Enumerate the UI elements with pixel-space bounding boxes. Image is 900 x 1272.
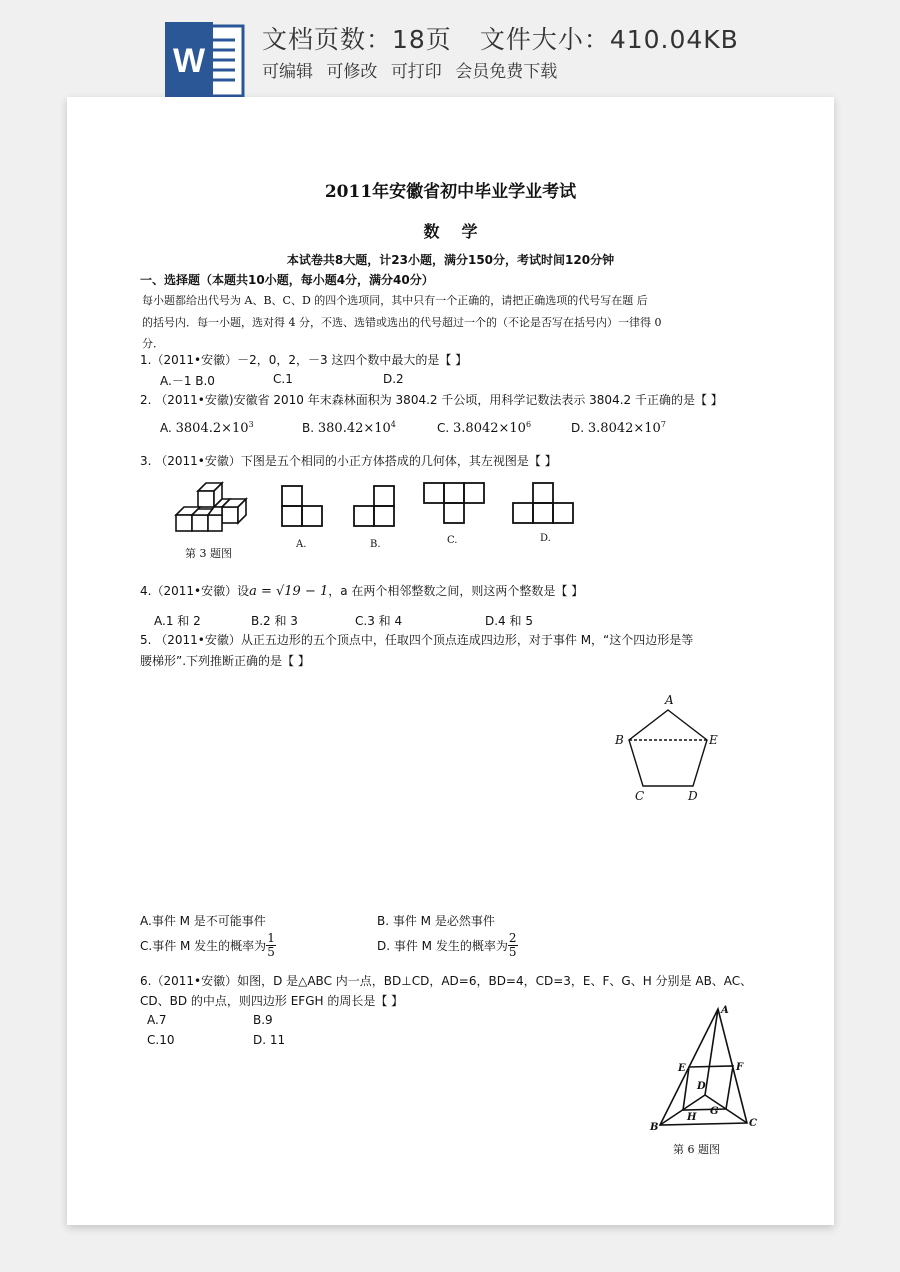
feature-list — [262, 57, 565, 82]
q2-option-c: C. $3.8042\times 10^6$ — [437, 420, 532, 436]
q6-label-d: D — [697, 1081, 706, 1092]
q3-view-d — [511, 481, 577, 527]
exam-title: 2011年安徽省初中毕业学业考试 — [324, 182, 577, 202]
q2-option-d: D. $3.8042\times 10^7$ — [571, 420, 666, 436]
q5-stem-line-2: 腰梯形”.下列推断正确的是【 】 — [140, 654, 310, 668]
q4-option-b: B.2 和 3 — [251, 614, 298, 628]
q3-view-b — [352, 484, 398, 530]
exam-info: 本试卷共8大题，计23小题，满分150分，考试时间120分钟 — [286, 253, 615, 267]
q5-label-e: E — [709, 733, 718, 747]
q4-option-d: D.4 和 5 — [485, 614, 533, 628]
q4-option-c: C.3 和 4 — [355, 614, 403, 628]
q6-label-a: A — [721, 1005, 729, 1016]
q6-option-d: D. 11 — [253, 1033, 286, 1047]
q6-label-b: B — [650, 1122, 659, 1133]
instructions-line-3: 分． — [142, 337, 164, 350]
feature-member-download[interactable]: 会员免费下载 — [455, 62, 558, 82]
q5-option-b: B. 事件 M 是必然事件 — [377, 914, 495, 928]
q3-view-a — [280, 484, 326, 530]
q2-option-b: B. $380.42\times 10^4$ — [302, 420, 396, 436]
q5-stem-line-1: 5. （2011•安徽）从正五边形的五个顶点中，任取四个顶点连成四边形，对于事件 M，“这个四边形是等 — [140, 633, 694, 647]
instructions-line-2: 的括号内．每一小题，选对得 4 分，不选、选错或选出的代号超过一个的（不论是否写在括号内）一律得 0 — [142, 316, 662, 329]
word-icon-letter: W — [172, 42, 206, 80]
q6-option-a: A.7 — [147, 1013, 167, 1027]
q5-option-c: C.事件 M 发生的概率为 $\frac{1}{5}$ — [140, 931, 275, 959]
q1-option-ab: A.－1 B.0 — [160, 374, 215, 388]
q6-stem-line-2: CD、BD 的中点，则四边形 EFGH 的周长是【 】 — [140, 994, 404, 1008]
q5-label-c: C — [635, 789, 645, 803]
q3-label-c: C. — [447, 535, 458, 546]
exam-subject: 数学 — [423, 222, 500, 241]
q1-stem: 1.（2011•安徽）－2，0，2，－3 这四个数中最大的是【 】 — [140, 353, 468, 367]
header-title — [262, 20, 767, 56]
q5-pentagon-figure — [613, 692, 725, 804]
q6-label-e: E — [678, 1063, 686, 1074]
q2-option-a: A. $3804.2\times 10^3$ — [160, 420, 254, 436]
q3-stem: 3. （2011•安徽）下图是五个相同的小正方体搭成的几何体，其左视图是【 】 — [140, 454, 557, 468]
q3-label-a: A. — [296, 539, 307, 550]
q5-option-d: D. 事件 M 发生的概率为 $\frac{2}{5}$ — [377, 931, 517, 959]
q5-label-a: A — [665, 693, 674, 707]
q5-label-b: B — [615, 733, 624, 747]
feature-printable: 可打印 — [390, 62, 442, 82]
q6-figure-caption: 第 6 题图 — [673, 1143, 720, 1156]
document-page — [67, 97, 834, 1225]
q1-option-d: D.2 — [383, 372, 404, 386]
q5-option-a: A.事件 M 是不可能事件 — [140, 914, 266, 928]
q6-option-c: C.10 — [147, 1033, 175, 1047]
feature-modifiable: 可修改 — [326, 62, 378, 82]
q6-label-c: C — [749, 1118, 757, 1129]
q4-option-a: A.1 和 2 — [154, 614, 201, 628]
q6-option-b: B.9 — [253, 1013, 273, 1027]
q6-label-f: F — [736, 1062, 744, 1073]
q3-view-c — [422, 481, 488, 527]
feature-editable: 可编辑 — [262, 62, 313, 82]
q4-stem: 4.（2011•安徽）设a = √19 − 1，a 在两个相邻整数之间，则这两个整数是【 】 — [140, 584, 584, 599]
q3-label-b: B. — [370, 539, 381, 550]
instructions-line-1: 每小题都给出代号为 A、B、C、D 的四个选项同，其中只有一个正确的，请把正确选项的代号写在题 后 — [142, 294, 648, 307]
q5-label-d: D — [688, 789, 698, 803]
word-document-icon — [165, 22, 245, 98]
download-header — [0, 0, 900, 100]
page-count: 文档页数：18页 — [262, 25, 452, 54]
q6-triangle-figure — [647, 999, 757, 1133]
q6-label-g: G — [710, 1106, 719, 1117]
q3-figure-caption: 第 3 题图 — [185, 547, 232, 560]
q3-cube-figure — [172, 479, 252, 535]
q4-math: a = √19 − 1 — [249, 584, 329, 599]
section-heading: 一、选择题（本题共10小题，每小题4分，满分40分） — [140, 273, 434, 287]
q3-label-d: D. — [540, 533, 551, 544]
q1-option-c: C.1 — [273, 372, 293, 386]
q2-stem: 2. （2011•安徽)安徽省 2010 年末森林面积为 3804.2 千公顷，用科学记数法表示 3804.2 千正确的是【 】 — [140, 393, 723, 407]
q6-label-h: H — [687, 1112, 697, 1123]
file-size: 文件大小：410.04KB — [479, 25, 739, 54]
q6-stem-line-1: 6.（2011•安徽）如图，D 是△ABC 内一点，BD⊥CD，AD=6，BD=4，CD=3，E、F、G、H 分别是 AB、AC、 — [140, 974, 753, 988]
